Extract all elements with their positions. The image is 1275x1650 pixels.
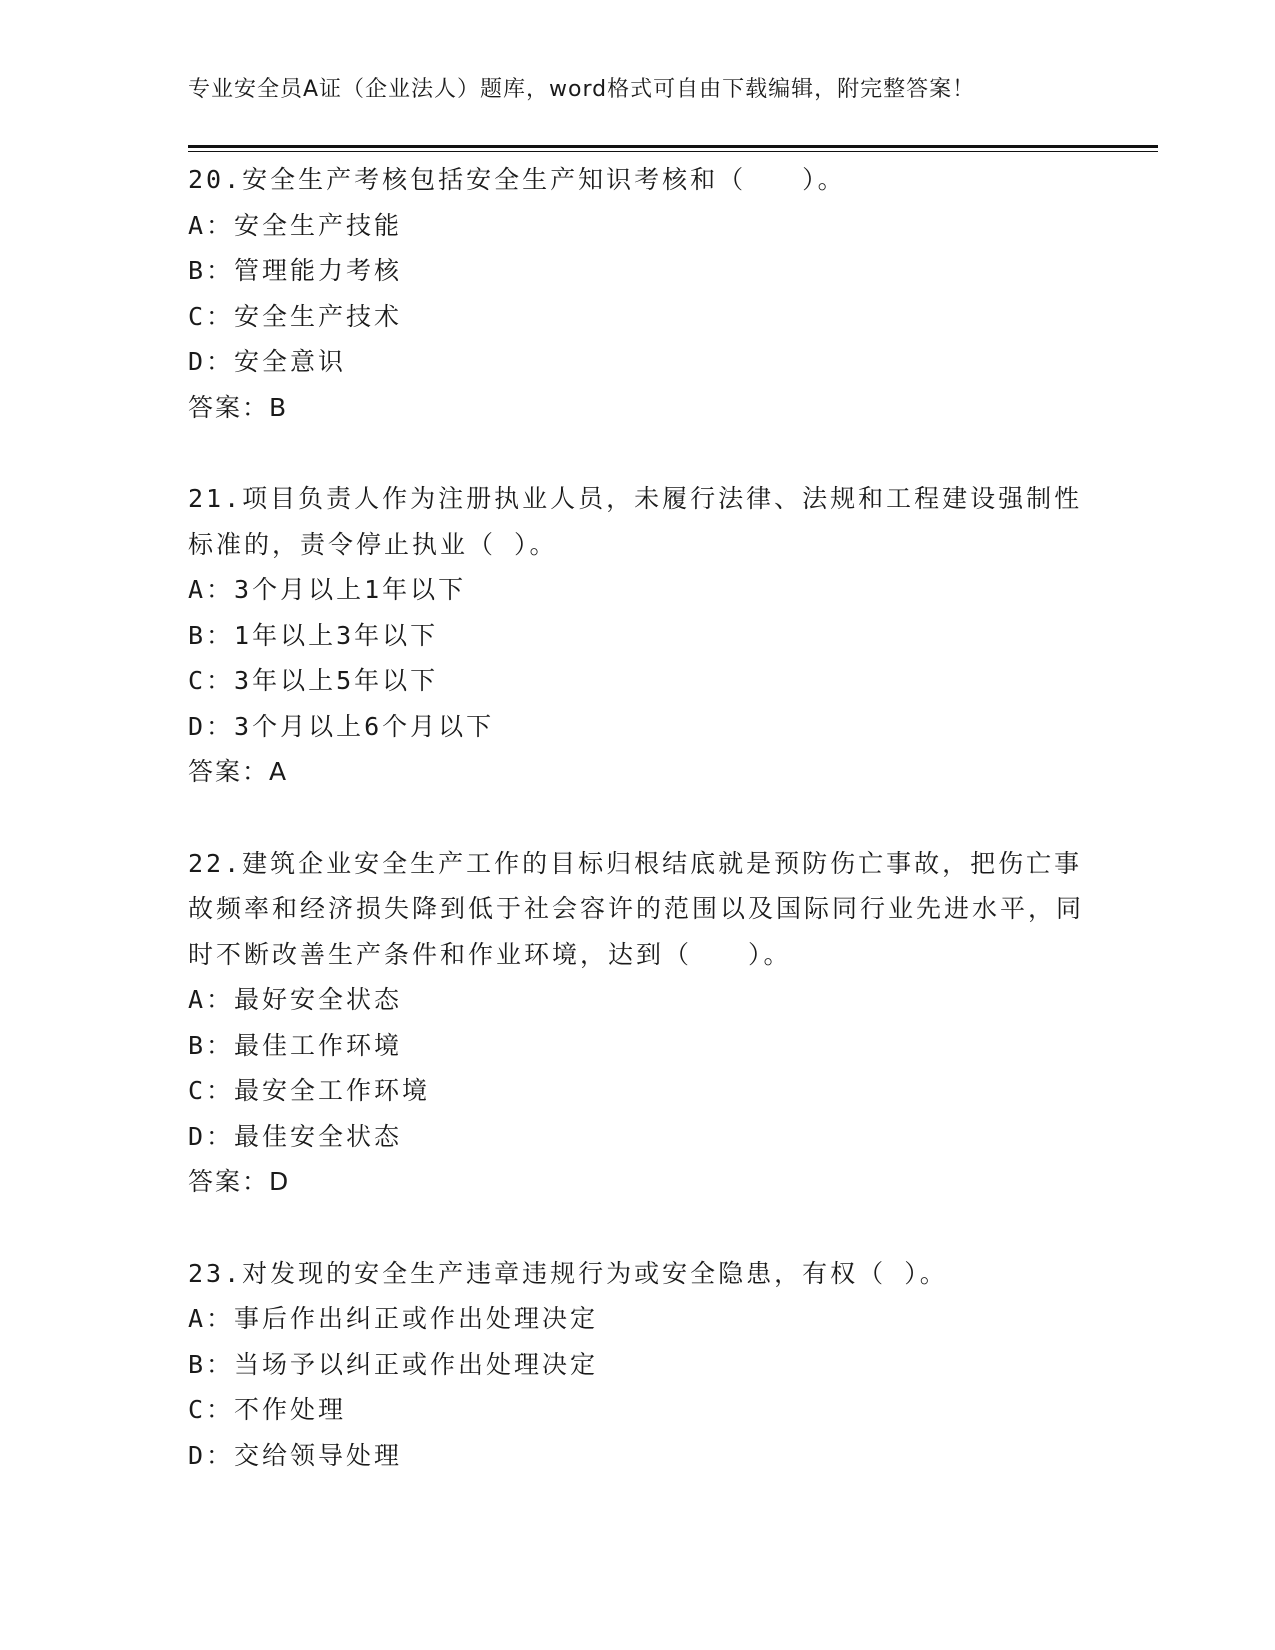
option-b: B：1年以上3年以下: [188, 620, 439, 650]
question-22: [188, 841, 1088, 1205]
option-c: C：不作处理: [188, 1395, 347, 1424]
question-text: 20.安全生产考核包括安全生产知识考核和（ ）。: [188, 165, 846, 194]
option-c: C：安全生产技术: [188, 301, 403, 331]
option-d: D：3个月以上6个月以下: [188, 711, 495, 741]
option-b: B：管理能力考核: [188, 256, 403, 285]
question-21: [188, 476, 1088, 795]
question-20: [188, 157, 1088, 430]
option-b: B：当场予以纠正或作出处理决定: [188, 1349, 599, 1379]
answer-label: 答案：D: [188, 1167, 291, 1196]
page-header: 专业安全员A证（企业法人）题库，word格式可自由下载编辑，附完整答案！: [188, 77, 976, 102]
question-text: 21.项目负责人作为注册执业人员，未履行法律、法规和工程建设强制性标准的，责令停止执业（ ）。: [188, 484, 1083, 559]
option-c: C：3年以上5年以下: [188, 666, 439, 695]
option-c: C：最安全工作环境: [188, 1076, 431, 1105]
question-text: 23.对发现的安全生产违章违规行为或安全隐患，有权（ ）。: [188, 1258, 948, 1288]
option-d: D：最佳安全状态: [188, 1121, 403, 1151]
header-divider-thick: [188, 145, 1158, 148]
option-a: A：3个月以上1年以下: [188, 575, 467, 604]
option-b: B：最佳工作环境: [188, 1030, 403, 1060]
option-a: A：事后作出纠正或作出处理决定: [188, 1304, 599, 1333]
option-a: A：最好安全状态: [188, 985, 403, 1014]
option-d: D：安全意识: [188, 347, 347, 376]
answer-label: 答案：A: [188, 757, 289, 786]
question-23: [188, 1251, 1088, 1479]
option-d: D：交给领导处理: [188, 1440, 403, 1470]
question-list: [188, 157, 1088, 1524]
question-text: 22.建筑企业安全生产工作的目标归根结底就是预防伤亡事故，把伤亡事故频率和经济损失降到低于社会容许的范围以及国际同行业先进水平，同时不断改善生产条件和作业环境，达到（ ）。: [188, 848, 1085, 969]
answer-label: 答案：B: [188, 392, 289, 422]
option-a: A：安全生产技能: [188, 210, 403, 240]
header-divider-thin: [188, 151, 1158, 152]
